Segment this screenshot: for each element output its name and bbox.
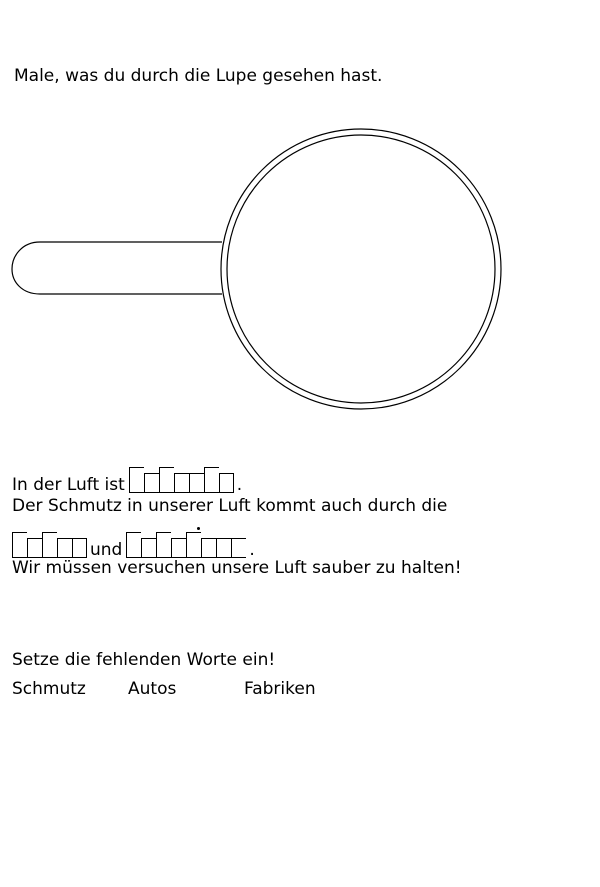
magnifying-glass-drawing [0,120,600,420]
sentence-3-suffix: . [249,540,255,560]
sentence-1 [12,467,242,495]
sentence-3-connector: und [90,540,123,560]
sentence-1-suffix: . [236,475,243,495]
word-option: Fabriken [244,679,316,699]
task-text: Setze die fehlenden Worte ein! [12,650,276,670]
word-option: Autos [128,679,177,699]
sentence-1-prefix: In der Luft ist [12,475,125,495]
instruction-text: Male, was du durch die Lupe gesehen hast. [14,66,383,86]
sentence-3 [12,532,255,560]
word-option: Schmutz [12,679,86,699]
answer-boxes-schmutz[interactable] [129,467,234,493]
sentence-4: Wir müssen versuchen unsere Luft sauber zu halten! [12,558,462,578]
answer-boxes-fabriken[interactable] [126,532,246,558]
magnifier-handle [12,242,222,294]
answer-boxes-autos[interactable] [12,532,87,558]
sentence-2: Der Schmutz in unserer Luft kommt auch durch die [12,496,448,516]
i-dot-marker [197,527,200,530]
magnifier-lens [227,135,495,403]
